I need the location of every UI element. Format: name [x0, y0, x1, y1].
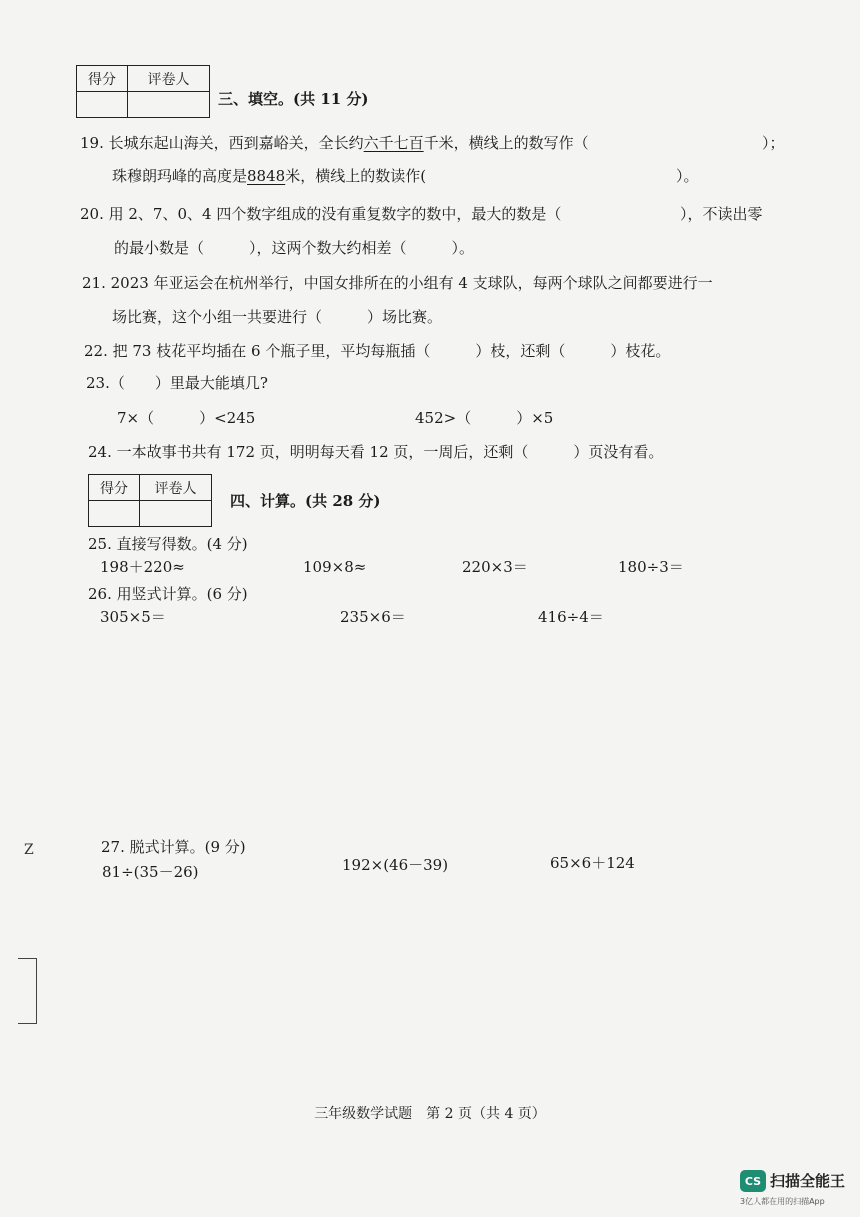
q26-item-1: 305×5＝	[100, 608, 166, 626]
q25-item-4: 180÷3＝	[618, 558, 684, 576]
score-cell[interactable]	[77, 92, 128, 118]
score-label: 得分	[89, 475, 140, 501]
section3-title: 三、填空。(共 11 分)	[218, 90, 369, 108]
q21-line1: 21. 2023 年亚运会在杭州举行，中国女排所在的小组有 4 支球队，每两个球队之间都要进行一	[82, 274, 713, 292]
q27-title: 27. 脱式计算。(9 分)	[101, 838, 246, 856]
section4-title: 四、计算。(共 28 分)	[230, 492, 381, 510]
scanner-tagline: 3亿人都在用的扫描App	[740, 1197, 825, 1206]
q26-title: 26. 用竖式计算。(6 分)	[88, 585, 248, 603]
q19-underlined-height: 8848	[247, 167, 286, 185]
grader-cell[interactable]	[140, 501, 212, 527]
q20-line2: 的最小数是（ ），这两个数大约相差（ ）。	[114, 239, 475, 257]
q19-line1-end: ）；	[762, 134, 785, 152]
score-box-section4	[88, 474, 212, 527]
q23-expr2: 452>（ ）×5	[415, 409, 554, 427]
q25-item-2: 109×8≈	[303, 558, 367, 576]
scanner-name: 扫描全能王	[770, 1172, 846, 1190]
grader-cell[interactable]	[128, 92, 210, 118]
q26-item-2: 235×6＝	[340, 608, 406, 626]
score-label: 得分	[77, 66, 128, 92]
grader-label: 评卷人	[128, 66, 210, 92]
q25-item-3: 220×3＝	[462, 558, 528, 576]
q19-line2-end: ）。	[676, 167, 699, 185]
side-mark: Z	[24, 842, 34, 858]
binding-bracket	[18, 958, 37, 1024]
q19-underlined-number: 六千七百	[363, 134, 424, 152]
q20-line1: 20. 用 2、7、0、4 四个数字组成的没有重复数字的数中，最大的数是（	[80, 205, 562, 223]
q24: 24. 一本故事书共有 172 页，明明每天看 12 页，一周后，还剩（ ）页没有看。	[88, 443, 664, 461]
scanner-logo-icon: CS	[740, 1170, 766, 1192]
q27-item-3: 65×6＋124	[550, 854, 635, 872]
q19-line1: 19. 长城东起山海关，西到嘉峪关，全长约六千七百千米，横线上的数写作（	[80, 134, 589, 152]
q26-item-3: 416÷4＝	[538, 608, 604, 626]
q21-line2: 场比赛，这个小组一共要进行（ ）场比赛。	[112, 308, 443, 326]
q25-item-1: 198＋220≈	[100, 558, 185, 576]
grader-label: 评卷人	[140, 475, 212, 501]
page-footer: 三年级数学试题 第 2 页（共 4 页）	[314, 1106, 546, 1122]
q22: 22. 把 73 枝花平均插在 6 个瓶子里，平均每瓶插（ ）枝，还剩（ ）枝花。	[84, 342, 671, 360]
q23-prompt: 23.（ ）里最大能填几?	[86, 374, 268, 392]
q25-title: 25. 直接写得数。(4 分)	[88, 535, 248, 553]
q19-line2: 珠穆朗玛峰的高度是8848米，横线上的数读作(	[112, 167, 427, 185]
q23-expr1: 7×（ ）<245	[117, 409, 256, 427]
score-box-section3	[76, 65, 210, 118]
q27-item-1: 81÷(35－26)	[102, 863, 199, 881]
score-cell[interactable]	[89, 501, 140, 527]
q20-line1-end: ），不读出零	[680, 205, 763, 223]
q27-item-2: 192×(46－39)	[342, 856, 449, 874]
